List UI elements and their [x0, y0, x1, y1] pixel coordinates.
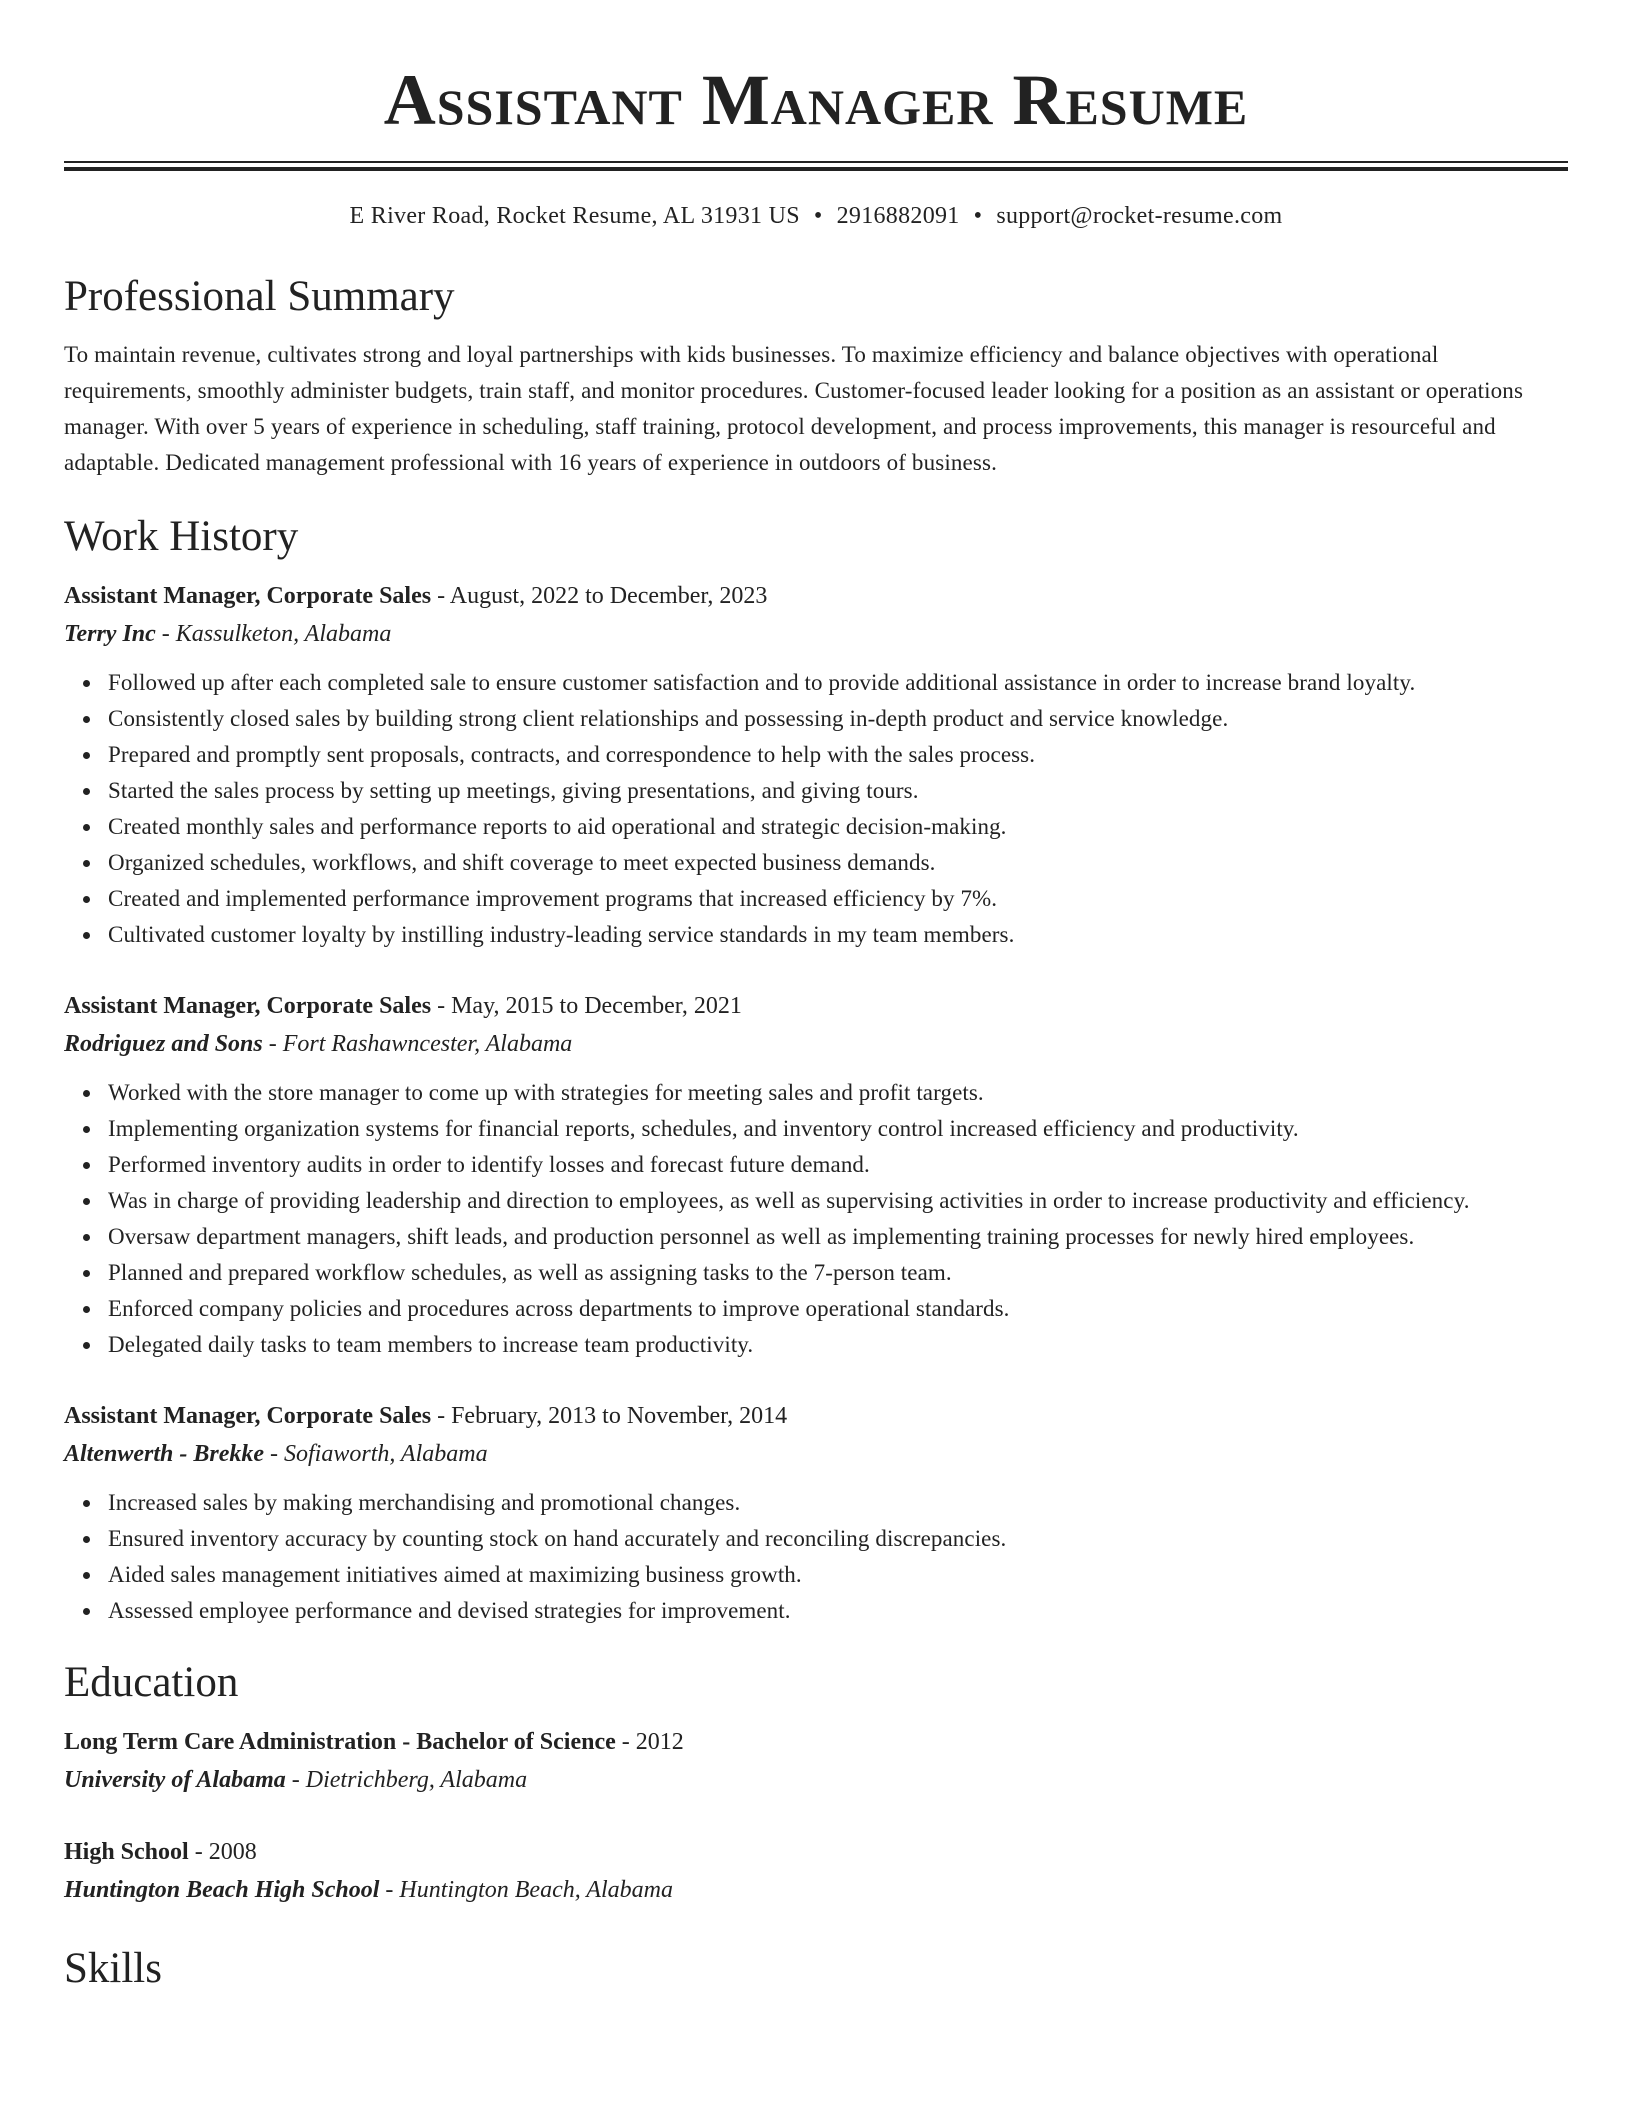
education-year: - 2008	[188, 1839, 257, 1865]
job-bullets	[64, 665, 1568, 953]
list-item: Consistently closed sales by building strong client relationships and possessing in-depth product and service knowledge.	[108, 701, 1568, 737]
job-location: - Sofiaworth, Alabama	[264, 1441, 488, 1467]
education-degree-line	[64, 1833, 1568, 1871]
education-location: - Huntington Beach, Alabama	[379, 1877, 673, 1903]
list-item: Created and implemented performance improvement programs that increased efficiency by 7%.	[108, 881, 1568, 917]
contact-line	[64, 201, 1568, 231]
job-location: - Kassulketon, Alabama	[155, 621, 392, 647]
job-bullets	[64, 1485, 1568, 1629]
list-item: Ensured inventory accuracy by counting stock on hand accurately and reconciling discrepancies.	[108, 1521, 1568, 1557]
list-item: Aided sales management initiatives aimed at maximizing business growth.	[108, 1557, 1568, 1593]
job-bullets	[64, 1075, 1568, 1363]
list-item: Cultivated customer loyalty by instilling industry-leading service standards in my team members.	[108, 917, 1568, 953]
list-item: Implementing organization systems for financial reports, schedules, and inventory control increased efficiency and productivity.	[108, 1111, 1568, 1147]
education-school-line	[64, 1761, 1568, 1799]
job-company-line	[64, 615, 1568, 653]
education-school: University of Alabama	[64, 1767, 286, 1793]
education-school: Huntington Beach High School	[64, 1877, 380, 1903]
job-company: Terry Inc	[64, 621, 156, 647]
section-heading-work-history: Work History	[64, 513, 299, 560]
list-item: Performed inventory audits in order to identify losses and forecast future demand.	[108, 1147, 1568, 1183]
contact-separator: •	[973, 203, 983, 229]
job-entry	[64, 577, 1568, 953]
education-location: - Dietrichberg, Alabama	[285, 1767, 528, 1793]
title-divider	[64, 161, 1568, 171]
list-item: Created monthly sales and performance reports to aid operational and strategic decision-making.	[108, 809, 1568, 845]
section-heading-summary: Professional Summary	[64, 273, 455, 320]
education-entry	[64, 1723, 1568, 1799]
job-title-line	[64, 987, 1568, 1025]
section-heading-skills: Skills	[64, 1945, 162, 1992]
job-entry	[64, 987, 1568, 1363]
list-item: Organized schedules, workflows, and shift coverage to meet expected business demands.	[108, 845, 1568, 881]
job-dates: - August, 2022 to December, 2023	[431, 583, 768, 609]
list-item: Planned and prepared workflow schedules, as well as assigning tasks to the 7-person team.	[108, 1255, 1568, 1291]
job-dates: - May, 2015 to December, 2021	[431, 993, 742, 1019]
education-entry	[64, 1833, 1568, 1909]
list-item: Oversaw department managers, shift leads, and production personnel as well as implementing training processes for newly hired employees.	[108, 1219, 1568, 1255]
list-item: Increased sales by making merchandising and promotional changes.	[108, 1485, 1568, 1521]
list-item: Assessed employee performance and devised strategies for improvement.	[108, 1593, 1568, 1629]
resume-page	[64, 0, 1568, 1995]
list-item: Worked with the store manager to come up with strategies for meeting sales and profit targets.	[108, 1075, 1568, 1111]
list-item: Started the sales process by setting up meetings, giving presentations, and giving tours.	[108, 773, 1568, 809]
contact-address: E River Road, Rocket Resume, AL 31931 US	[349, 203, 800, 229]
job-title-line	[64, 577, 1568, 615]
job-title: Assistant Manager, Corporate Sales	[64, 583, 432, 609]
job-entry	[64, 1397, 1568, 1629]
job-title-line	[64, 1397, 1568, 1435]
job-company: Altenwerth - Brekke	[64, 1441, 265, 1467]
job-title: Assistant Manager, Corporate Sales	[64, 1403, 432, 1429]
list-item: Enforced company policies and procedures across departments to improve operational standards.	[108, 1291, 1568, 1327]
job-dates: - February, 2013 to November, 2014	[431, 1403, 788, 1429]
job-location: - Fort Rashawncester, Alabama	[262, 1031, 573, 1057]
summary-text: To maintain revenue, cultivates strong and loyal partnerships with kids businesses. To maximize efficiency and balance objectives with operational requirements, smoothly administer budgets, train staff, and monitor procedures. Customer-focused leader looking for a position as an assistant or operations manager. With over 5 years of experience in scheduling, staff training, protocol development, and process improvements, this manager is resourceful and adaptable. Dedicated management professional with 16 years of experience in outdoors of business.	[64, 342, 1524, 475]
contact-separator: •	[813, 203, 823, 229]
section-heading-education: Education	[64, 1659, 239, 1706]
education-degree: Long Term Care Administration - Bachelor of Science	[64, 1729, 616, 1755]
education-year: - 2012	[615, 1729, 684, 1755]
list-item: Delegated daily tasks to team members to increase team productivity.	[108, 1327, 1568, 1363]
list-item: Followed up after each completed sale to ensure customer satisfaction and to provide additional assistance in order to increase brand loyalty.	[108, 665, 1568, 701]
contact-email: support@rocket-resume.com	[996, 203, 1283, 229]
job-company-line	[64, 1435, 1568, 1473]
resume-title: Assistant Manager Resume	[383, 60, 1249, 140]
education-school-line	[64, 1871, 1568, 1909]
job-title: Assistant Manager, Corporate Sales	[64, 993, 432, 1019]
education-degree: High School	[64, 1839, 189, 1865]
education-degree-line	[64, 1723, 1568, 1761]
job-company-line	[64, 1025, 1568, 1063]
list-item: Was in charge of providing leadership and direction to employees, as well as supervising activities in order to increase productivity and efficiency.	[108, 1183, 1568, 1219]
job-company: Rodriguez and Sons	[64, 1031, 263, 1057]
contact-phone: 2916882091	[836, 203, 960, 229]
list-item: Prepared and promptly sent proposals, contracts, and correspondence to help with the sales process.	[108, 737, 1568, 773]
